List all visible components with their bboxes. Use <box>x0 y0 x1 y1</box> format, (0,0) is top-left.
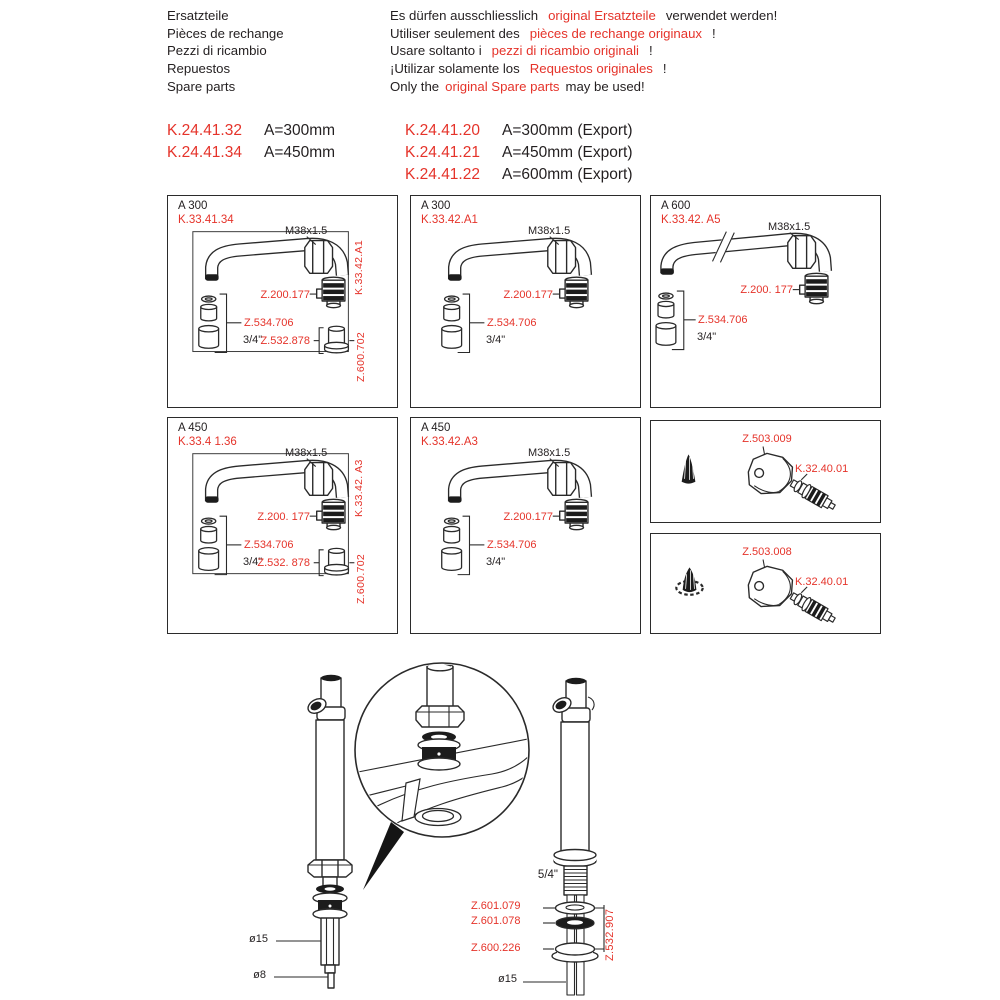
spout-diagram <box>411 418 640 633</box>
size-label: 3/4" <box>697 331 717 343</box>
part-label-z534: Z.534.706 <box>244 539 294 551</box>
part-label-z600: Z.600.702 <box>355 332 367 382</box>
language-label-en: Spare parts <box>167 79 236 94</box>
handle-knob <box>748 566 792 606</box>
brush-insert <box>682 454 696 483</box>
diameter-label-15-right: ø15 <box>498 973 517 985</box>
notice-it <box>390 43 653 58</box>
thread-label: M38x1.5 <box>285 447 328 459</box>
thread-size-label: 5/4" <box>537 869 558 881</box>
model-code: K.24.41.20 <box>405 122 480 139</box>
panel-title: A 450 <box>178 422 208 434</box>
size-label: 3/4" <box>486 334 506 346</box>
notice-en-post: may be used! <box>565 79 645 94</box>
notice-de-pre: Es dürfen ausschliesslich <box>390 8 539 23</box>
part-label-z532907: Z.532.907 <box>604 908 616 961</box>
part-label-k3240: K.32.40.01 <box>795 463 849 475</box>
panel-title: A 450 <box>421 422 451 434</box>
part-label-z534: Z.534.706 <box>487 317 537 329</box>
part-label-z534: Z.534.706 <box>244 317 294 329</box>
notice-en-pre: Only the <box>390 79 440 94</box>
part-label-frame: K.33.42.A1 <box>353 240 365 295</box>
part-label-z200: Z.200.177 <box>503 511 553 523</box>
part-label-z600226: Z.600.226 <box>471 942 521 954</box>
language-label-de: Ersatzteile <box>167 8 229 23</box>
thread-label: M38x1.5 <box>768 221 811 233</box>
notice-es-post: ! <box>662 61 667 76</box>
part-label-z200: Z.200. 177 <box>257 511 310 523</box>
panel-title: A 600 <box>661 200 691 212</box>
part-label-z200: Z.200.177 <box>260 289 310 301</box>
part-label-z534: Z.534.706 <box>487 539 537 551</box>
panel-code: K.33.4 1.36 <box>178 436 237 448</box>
thread-label: M38x1.5 <box>528 447 571 459</box>
notice-fr-highlight: pièces de rechange originaux <box>529 26 703 41</box>
panel-a450-complete <box>167 417 398 634</box>
part-label-z601079: Z.601.079 <box>471 900 521 912</box>
panel-handle-009 <box>650 420 881 523</box>
part-label-z503: Z.503.008 <box>742 546 792 558</box>
part-label-z600: Z.600.702 <box>355 554 367 604</box>
model-row <box>405 166 633 184</box>
notice-en <box>390 79 645 94</box>
valve-cartridge <box>788 589 837 626</box>
part-label-z532: Z.532.878 <box>260 335 310 347</box>
panel-a600-spout <box>650 195 881 408</box>
model-code: K.24.41.34 <box>167 144 242 161</box>
model-dim: A=300mm (Export) <box>502 122 633 139</box>
notice-it-highlight: pezzi di ricambio originali <box>491 43 639 58</box>
part-label-z532: Z.532. 878 <box>257 557 310 569</box>
magnifier-pointer <box>363 822 404 890</box>
part-label-z601078: Z.601.078 <box>471 915 521 927</box>
panel-a450-spout <box>410 417 641 634</box>
model-dim: A=450mm <box>264 144 336 161</box>
notice-es-highlight: Requestos originales <box>529 61 653 76</box>
thread-label: M38x1.5 <box>285 225 328 237</box>
model-code: K.24.41.21 <box>405 144 480 161</box>
spout-diagram <box>411 196 640 407</box>
notice-es-pre: ¡Utilizar solamente los <box>390 61 520 76</box>
part-label-frame: K.33.42. A3 <box>353 459 365 517</box>
panel-title: A 300 <box>178 200 208 212</box>
language-label-es: Repuestos <box>167 61 231 76</box>
part-label-z200: Z.200.177 <box>503 289 553 301</box>
notice-fr <box>390 26 716 41</box>
notice-fr-post: ! <box>712 26 716 41</box>
part-label-z503: Z.503.009 <box>742 433 792 445</box>
part-label-z534: Z.534.706 <box>698 314 748 326</box>
model-code: K.24.41.32 <box>167 122 242 139</box>
panel-code: K.33.41.34 <box>178 214 234 226</box>
model-code: K.24.41.22 <box>405 166 480 183</box>
panel-handle-008 <box>650 533 881 634</box>
notice-it-post: ! <box>648 43 653 58</box>
thread-label: M38x1.5 <box>528 225 571 237</box>
model-dim: A=450mm (Export) <box>502 144 633 161</box>
notice-it-pre: Usare soltanto i <box>390 43 482 58</box>
notice-de-post: verwendet werden! <box>665 8 778 23</box>
part-label-k3240: K.32.40.01 <box>795 576 849 588</box>
notice-es <box>390 61 667 76</box>
star-insert <box>676 567 702 594</box>
panel-code: K.33.42.A3 <box>421 436 478 448</box>
language-label-fr: Pièces de rechange <box>167 26 284 41</box>
notice-fr-pre: Utiliser seulement des <box>390 26 520 41</box>
panel-a300-spout <box>410 195 641 408</box>
handle-knob <box>748 453 792 493</box>
notice-de <box>390 8 777 23</box>
valve-cartridge <box>788 476 837 513</box>
panel-code: K.33.42.A1 <box>421 214 478 226</box>
model-row <box>405 122 633 140</box>
model-row <box>405 144 633 162</box>
column-installation-diagram <box>230 655 650 1000</box>
panel-a300-complete <box>167 195 398 408</box>
diameter-label-15-left: ø15 <box>249 933 268 945</box>
part-label-z200: Z.200. 177 <box>740 284 793 296</box>
notice-de-highlight: original Ersatzteile <box>548 8 656 23</box>
model-dim: A=600mm (Export) <box>502 166 633 183</box>
size-label: 3/4" <box>243 556 263 568</box>
panel-code: K.33.42. A5 <box>661 214 721 226</box>
model-row <box>167 144 335 162</box>
spout-diagram <box>651 196 880 407</box>
right-standpipe <box>551 678 598 995</box>
notice-en-highlight: original Spare parts <box>445 79 560 94</box>
size-label: 3/4" <box>243 334 263 346</box>
size-label: 3/4" <box>486 556 506 568</box>
language-label-it: Pezzi di ricambio <box>167 43 267 58</box>
model-dim: A=300mm <box>264 122 336 139</box>
diameter-label-8: ø8 <box>253 969 266 981</box>
model-row <box>167 122 335 140</box>
panel-title: A 300 <box>421 200 451 212</box>
